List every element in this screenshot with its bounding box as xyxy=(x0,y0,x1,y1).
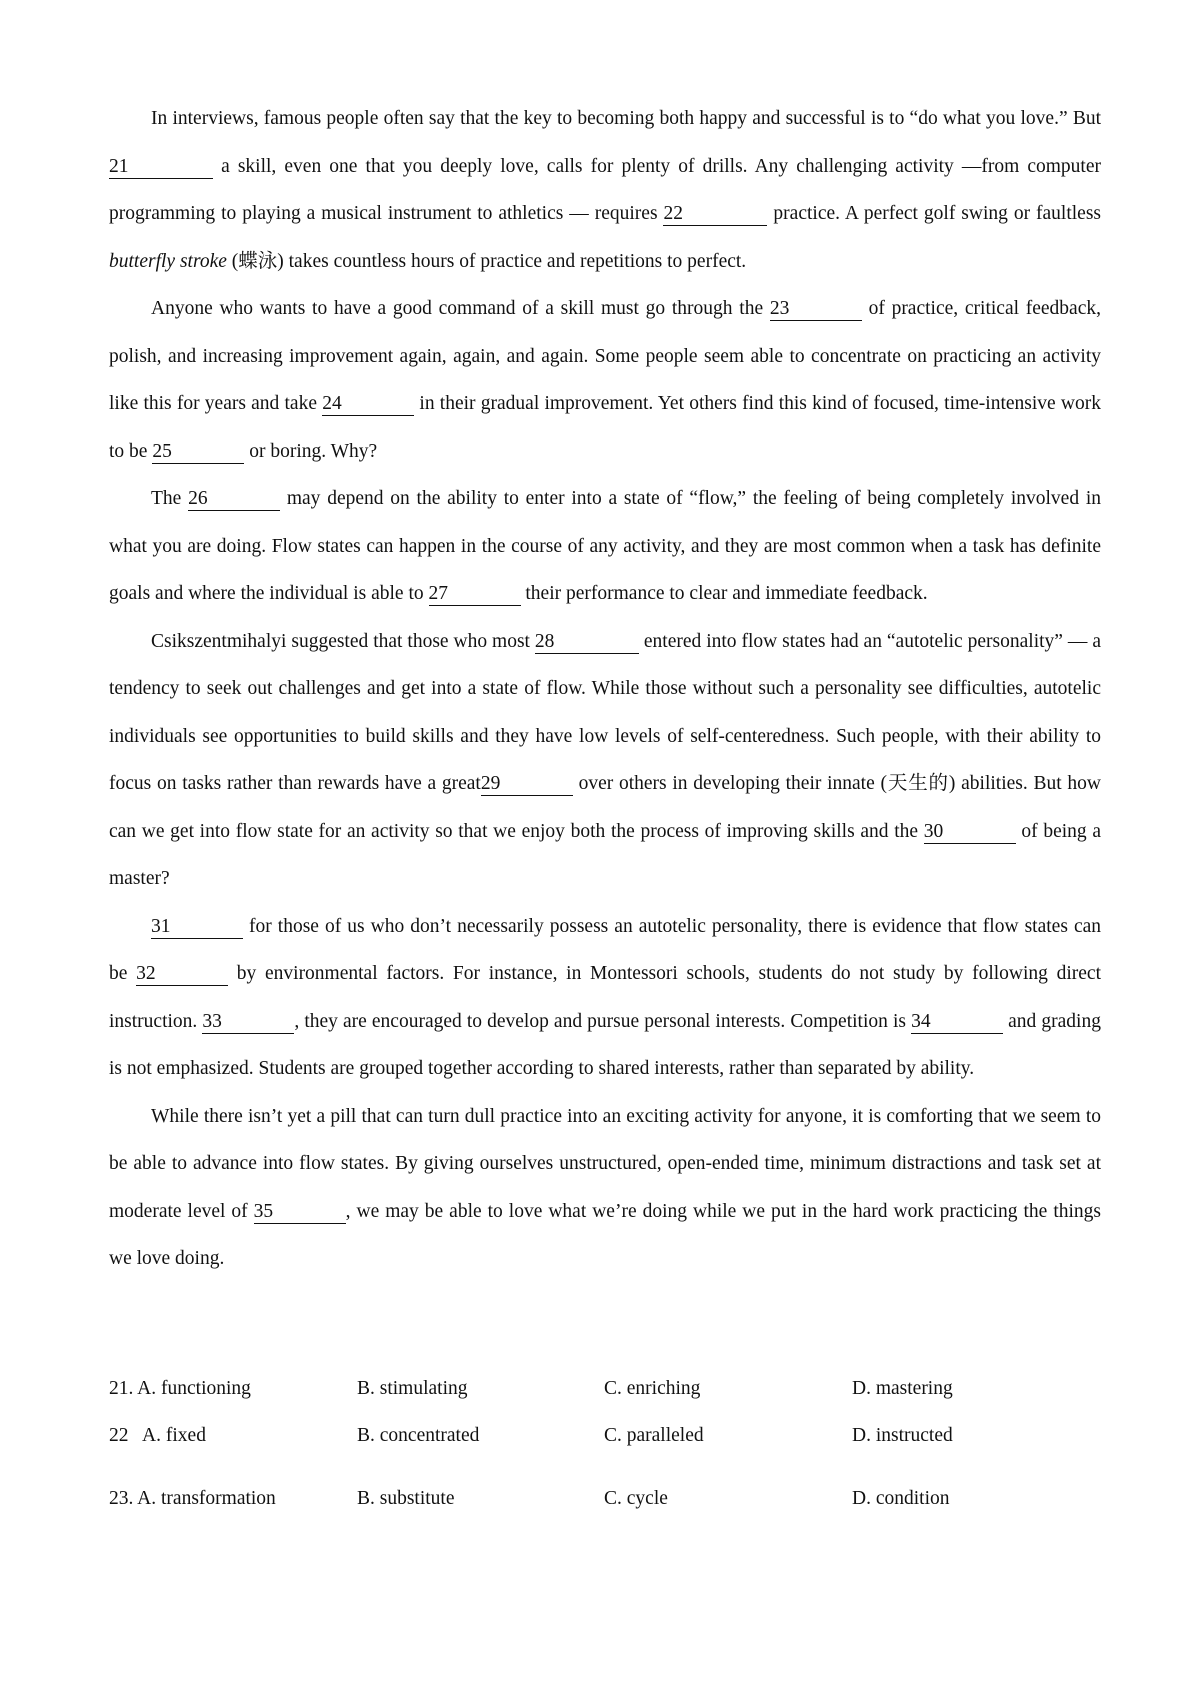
passage-text: , they are encouraged to develop and pursue personal interests. Competition is xyxy=(294,1010,912,1032)
option-c: C. enriching xyxy=(604,1378,701,1399)
passage-text: While there isn’t yet a pill that can turn dull practice into an exciting activity for anyone, it is comforting that we seem to be able to advance into flow states. By giving ourselves unstructured, open-ended time, minimum distractions and task set at moderate level of xyxy=(109,1105,1101,1222)
blank-35: 35 xyxy=(254,1201,346,1224)
blank-24: 24 xyxy=(322,393,414,416)
paragraph-1 xyxy=(109,95,1101,285)
option-d: D. mastering xyxy=(852,1378,953,1399)
passage-text: a skill, even one that you deeply love, calls for plenty of drills. Any challenging activity —from computer programming to playing a musical instrument to athletics — requires xyxy=(109,155,1101,224)
answer-options xyxy=(109,1378,1101,1509)
paragraph-4 xyxy=(109,618,1101,903)
blank-31: 31 xyxy=(151,916,243,939)
passage-text: in their gradual improvement. Yet others find this kind of focused, time-intensive work to be xyxy=(109,393,1101,462)
passage-text: their performance to clear and immediate feedback. xyxy=(520,583,928,604)
blank-30: 30 xyxy=(924,821,1016,844)
passage-text: for those of us who don’t necessarily possess an autotelic personality, there is evidence that flow states can be xyxy=(109,915,1101,984)
blank-29: 29 xyxy=(481,773,573,796)
passage-text: of practice, critical feedback, polish, and increasing improvement again, again, and again. Some people seem able to concentrate on practicing an activity like this for years and take xyxy=(109,298,1101,414)
passage-text: , we may be able to love what we’re doing while we put in the hard work practicing the things we love doing. xyxy=(109,1200,1101,1269)
passage-text: Anyone who wants to have a good command of a skill must go through the xyxy=(151,298,770,319)
option-a: 21. A. functioning xyxy=(109,1378,251,1399)
question-21-options xyxy=(109,1378,1101,1408)
blank-25: 25 xyxy=(152,441,244,464)
option-c: C. cycle xyxy=(604,1488,668,1509)
blank-28: 28 xyxy=(535,631,639,654)
passage-text: (蝶泳) takes countless hours of practice and repetitions to perfect. xyxy=(226,250,747,272)
passage-text: entered into flow states had an “autotelic personality” — a tendency to seek out challenges and get into a state of flow. While those without such a personality see difficulties, autotelic individuals see opportunities to build skills and they have low levels of self-centeredness. Such people, with their ability to focus on tasks rather than rewards have a great xyxy=(109,630,1101,794)
option-d: D. condition xyxy=(852,1488,950,1509)
blank-22: 22 xyxy=(663,203,767,226)
cloze-passage xyxy=(109,95,1101,1283)
passage-text: by environmental factors. For instance, in Montessori schools, students do not study by following direct instruction. xyxy=(109,963,1102,1032)
option-b: B. concentrated xyxy=(357,1425,480,1446)
question-22-options xyxy=(109,1425,1101,1455)
blank-26: 26 xyxy=(188,488,280,511)
paragraph-6 xyxy=(109,1093,1101,1283)
blank-32: 32 xyxy=(136,963,228,986)
passage-text: over others in developing their innate (天生的) abilities. But how can we get into flow state for an activity so that we enjoy both the process of improving skills and the xyxy=(109,773,1101,842)
passage-text: The xyxy=(151,488,189,509)
blank-27: 27 xyxy=(429,583,521,606)
option-b: B. substitute xyxy=(357,1488,455,1509)
question-23-options xyxy=(109,1488,1101,1518)
blank-34: 34 xyxy=(911,1011,1003,1034)
passage-text: may depend on the ability to enter into a state of “flow,” the feeling of being completely involved in what you are doing. Flow states can happen in the course of any activity, and they are most common when a task has definite goals and where the individual is able to xyxy=(109,488,1101,604)
option-d: D. instructed xyxy=(852,1425,953,1446)
paragraph-5 xyxy=(109,903,1101,1093)
passage-text: Csikszentmihalyi suggested that those who most xyxy=(151,630,535,652)
blank-23: 23 xyxy=(770,298,862,321)
option-a: 22 A. fixed xyxy=(109,1425,206,1446)
paragraph-2 xyxy=(109,285,1101,475)
blank-33: 33 xyxy=(202,1011,294,1034)
paragraph-3 xyxy=(109,475,1101,618)
option-c: C. paralleled xyxy=(604,1425,704,1446)
passage-text: or boring. Why? xyxy=(244,440,378,462)
passage-text: practice. A perfect golf swing or faultless xyxy=(767,203,1101,224)
passage-text: of being a master? xyxy=(109,820,1101,889)
blank-21: 21 xyxy=(109,156,213,179)
option-b: B. stimulating xyxy=(357,1378,468,1399)
option-a: 23. A. transformation xyxy=(109,1488,276,1509)
passage-text: In interviews, famous people often say that the key to becoming both happy and successful is to “do what you love.” But xyxy=(151,108,1101,129)
italic-term: butterfly stroke xyxy=(109,250,227,272)
passage-text: and grading is not emphasized. Students are grouped together according to shared interests, rather than separated by ability. xyxy=(109,1010,1101,1079)
